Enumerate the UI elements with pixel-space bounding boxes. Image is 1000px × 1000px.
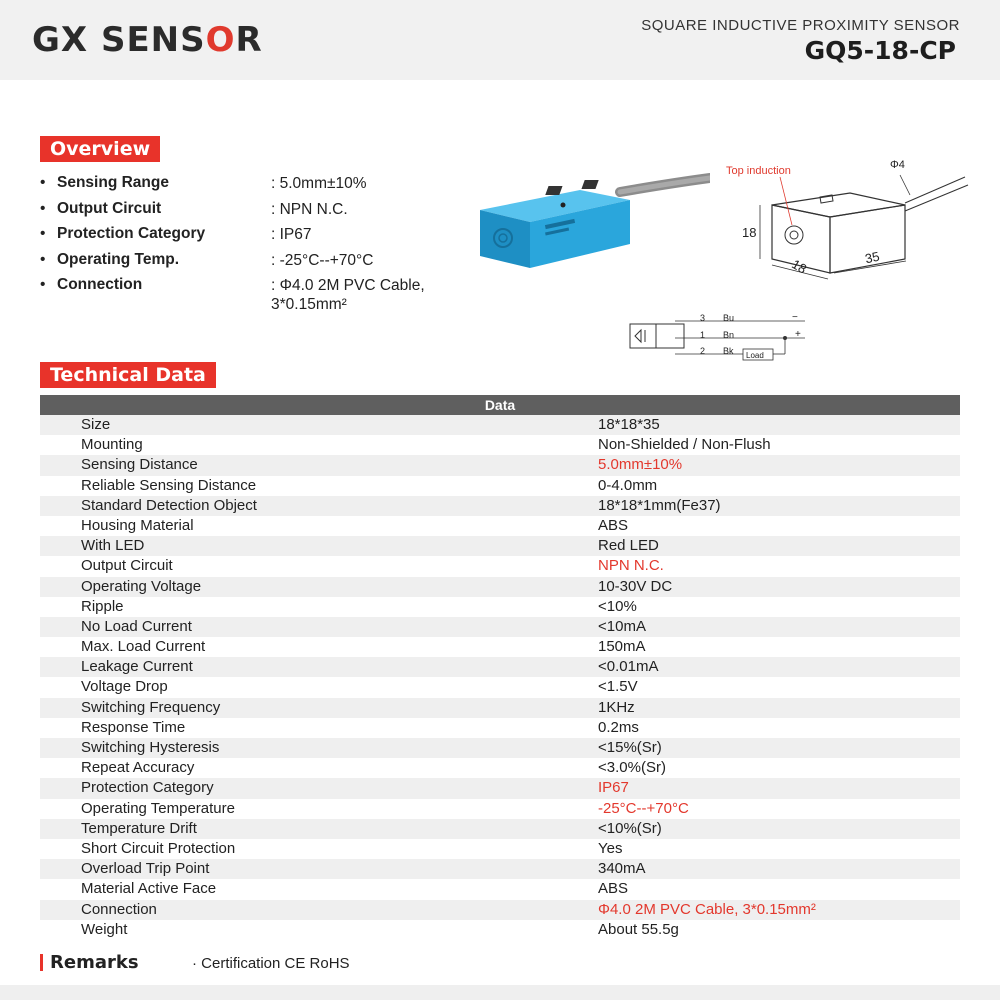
table-row [40, 637, 960, 657]
table-row [40, 920, 960, 940]
overview-item [40, 200, 480, 226]
overview-value: : -25°C--+70°C [271, 251, 374, 269]
parameter-name: Material Active Face [81, 880, 217, 898]
length-dimension: 35 [863, 248, 881, 267]
overview-label: Sensing Range [57, 174, 169, 191]
parameter-name: Output Circuit [81, 557, 173, 575]
overview-item [40, 251, 480, 277]
parameter-name: Leakage Current [81, 658, 193, 676]
parameter-name: Short Circuit Protection [81, 839, 236, 857]
height-dimension: 18 [742, 225, 757, 240]
parameter-value: IP67 [598, 779, 629, 797]
bullet-icon: • [40, 174, 46, 191]
parameter-name: Overload Trip Point [81, 860, 210, 878]
parameter-value: 18*18*1mm(Fe37) [598, 496, 721, 514]
pin-2-color: Bk [723, 346, 734, 356]
overview-label: Output Circuit [57, 199, 162, 217]
product-category: SQUARE INDUCTIVE PROXIMITY SENSOR [641, 17, 960, 34]
table-row [40, 415, 960, 435]
parameter-name: With LED [81, 537, 145, 555]
parameter-value: <1.5V [598, 678, 638, 696]
logo-o: O [205, 20, 236, 60]
overview-label: Connection [57, 276, 143, 293]
pin-1-color: Bn [723, 330, 735, 340]
table-row [40, 536, 960, 556]
wiring-lines [625, 312, 815, 367]
parameter-value: 150mA [598, 638, 646, 656]
table-row [40, 738, 960, 758]
parameter-value: 18*18*35 [598, 416, 660, 433]
parameter-value: 1KHz [598, 698, 635, 716]
remarks-item: · Certification CE RoHS [192, 955, 350, 972]
top-induction-label: Top induction [726, 165, 791, 177]
bullet-icon: • [40, 199, 46, 217]
table-row [40, 476, 960, 496]
overview-value: : IP67 [271, 226, 312, 243]
table-row [40, 455, 960, 475]
technical-data-heading: Technical Data [40, 362, 216, 388]
parameter-name: Switching Hysteresis [81, 739, 220, 756]
parameter-value: -25°C--+70°C [598, 799, 689, 817]
parameter-name: Voltage Drop [81, 678, 168, 696]
parameter-name: Temperature Drift [81, 819, 197, 837]
negative-sign: − [792, 312, 798, 323]
parameter-value: <10%(Sr) [598, 819, 662, 837]
parameter-name: No Load Current [81, 617, 192, 635]
parameter-value: 0-4.0mm [598, 476, 658, 494]
table-row [40, 778, 960, 798]
parameter-name: Switching Frequency [81, 698, 221, 716]
table-row [40, 758, 960, 778]
table-row [40, 799, 960, 819]
page-header [0, 0, 1000, 80]
table-row [40, 900, 960, 920]
table-row [40, 819, 960, 839]
parameter-name: Repeat Accuracy [81, 759, 195, 777]
parameter-name: Operating Voltage [81, 577, 202, 595]
load-label: Load [746, 351, 764, 360]
parameter-value: 5.0mm±10% [598, 456, 683, 474]
overview-value: : Φ4.0 2M PVC Cable, 3*0.15mm² [271, 277, 425, 313]
technical-data-table [40, 395, 960, 940]
parameter-name: Reliable Sensing Distance [81, 476, 257, 494]
parameter-name: Standard Detection Object [81, 496, 257, 514]
parameter-name: Protection Category [81, 779, 214, 797]
parameter-value: Non-Shielded / Non-Flush [598, 436, 771, 454]
parameter-name: Mounting [81, 436, 143, 454]
table-row [40, 496, 960, 516]
parameter-value: About 55.5g [598, 920, 679, 938]
pin-2-number: 2 [700, 346, 706, 356]
pin-1-number: 1 [700, 330, 706, 340]
overview-item [40, 276, 480, 313]
cable-diameter-label: Φ4 [890, 159, 905, 171]
logo-prefix: GX [32, 20, 89, 60]
table-row [40, 839, 960, 859]
overview-value: : NPN N.C. [271, 200, 348, 218]
overview-item [40, 225, 480, 251]
parameter-value: <15%(Sr) [598, 739, 662, 756]
dimension-drawing [720, 155, 980, 285]
overview-list [40, 174, 480, 313]
table-row [40, 577, 960, 597]
overview-label: Operating Temp. [57, 250, 180, 268]
overview-heading: Overview [40, 136, 160, 162]
parameter-value: Red LED [598, 537, 659, 555]
parameter-value: <10mA [598, 617, 646, 635]
parameter-name: Max. Load Current [81, 638, 206, 656]
overview-value: : 5.0mm±10% [271, 175, 367, 192]
table-row [40, 617, 960, 637]
parameter-value: ABS [598, 880, 629, 898]
parameter-value: ABS [598, 516, 629, 534]
parameter-name: Ripple [81, 597, 124, 615]
table-row [40, 597, 960, 617]
remarks-heading: Remarks [50, 952, 139, 973]
positive-sign: + [795, 329, 801, 340]
parameter-value: 340mA [598, 860, 646, 878]
product-photo [470, 160, 710, 270]
product-model: GQ5-18-CP [804, 36, 956, 65]
brand-logo [32, 20, 263, 60]
table-header: Data [40, 395, 960, 415]
width-dimension: 18 [789, 256, 810, 277]
parameter-name: Housing Material [81, 516, 194, 534]
parameter-value: NPN N.C. [598, 557, 664, 575]
parameter-name: Size [81, 416, 111, 433]
table-row [40, 657, 960, 677]
parameter-value: 10-30V DC [598, 577, 673, 595]
parameter-name: Weight [81, 920, 128, 938]
parameter-name: Operating Temperature [81, 799, 235, 817]
parameter-name: Response Time [81, 718, 186, 736]
parameter-value: Φ4.0 2M PVC Cable, 3*0.15mm² [598, 900, 816, 918]
parameter-value: <10% [598, 597, 637, 615]
page-footer [0, 985, 1000, 1000]
table-row [40, 859, 960, 879]
table-row [40, 718, 960, 738]
table-row [40, 516, 960, 536]
parameter-name: Connection [81, 900, 157, 918]
parameter-value: 0.2ms [598, 718, 639, 736]
table-row [40, 677, 960, 697]
logo-r: R [235, 20, 263, 60]
pin-3-number: 3 [700, 313, 706, 323]
overview-item [40, 174, 480, 200]
logo-s: SENS [100, 20, 206, 60]
parameter-value: <3.0%(Sr) [598, 759, 666, 777]
table-row [40, 556, 960, 576]
bullet-icon: • [40, 225, 46, 242]
table-body [40, 415, 960, 940]
overview-label: Protection Category [57, 225, 206, 242]
parameter-value: <0.01mA [598, 658, 659, 676]
table-row [40, 879, 960, 899]
remarks-accent-bar [40, 954, 43, 971]
bullet-icon: • [40, 276, 46, 293]
parameter-name: Sensing Distance [81, 456, 198, 474]
parameter-value: Yes [598, 839, 623, 857]
bullet-icon: • [40, 250, 46, 268]
wiring-diagram [625, 312, 815, 367]
table-row [40, 698, 960, 718]
table-row [40, 435, 960, 455]
pin-3-color: Bu [723, 313, 735, 323]
